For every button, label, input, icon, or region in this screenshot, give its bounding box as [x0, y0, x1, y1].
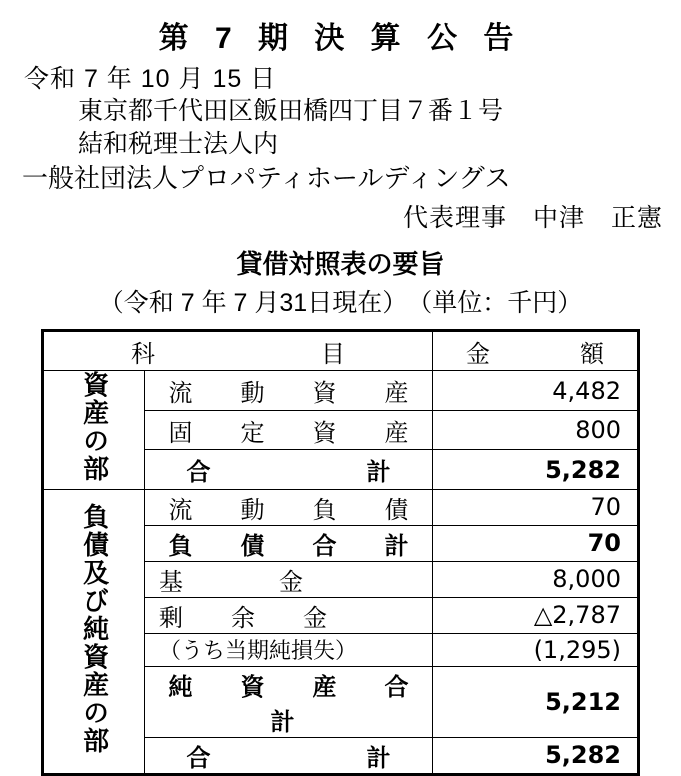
statement-subtitle: （令和 7 年 7 月31日現在） （単位：千円） [98, 289, 583, 318]
row-label: 流 動 負 債 [145, 489, 433, 525]
representative-name: 代表理事 中津 正憲 [402, 204, 663, 233]
header-amount: 金 額 [433, 331, 639, 371]
table-header-row [43, 331, 639, 371]
row-label: 負 債 合 計 [145, 525, 433, 561]
row-label: 合 計 [145, 450, 433, 489]
category-assets: 資産の部 [43, 371, 145, 489]
row-amount: 4,482 [433, 371, 639, 410]
address-line-1: 東京都千代田区飯田橋四丁目７番１号 [78, 96, 504, 125]
row-label: 流 動 資 産 [145, 371, 433, 410]
row-amount: 8,000 [433, 561, 639, 597]
public-notice-document [0, 22, 681, 772]
row-label: （うち当期純損失） [145, 633, 433, 666]
row-amount: (1,295) [433, 633, 639, 666]
notice-date: 令和 7 年 10 月 15 日 [24, 65, 277, 93]
page-title: 第 7 期 決 算 公 告 [158, 22, 523, 55]
address-line-2: 結和税理士法人内 [78, 130, 279, 158]
row-amount: 5,282 [433, 450, 639, 489]
header-item: 科 目 [43, 331, 433, 371]
row-label: 基 金 [145, 561, 433, 597]
row-label: 合 計 [145, 737, 433, 774]
row-amount: 70 [433, 525, 639, 561]
row-label: 純 資 産 合 計 [145, 666, 433, 737]
row-amount: △2,787 [433, 597, 639, 633]
row-amount: 70 [433, 489, 639, 525]
category-liabilities-equity: 負債及び純資産の部 [43, 489, 145, 774]
table-row [43, 489, 639, 525]
row-label: 固 定 資 産 [145, 410, 433, 449]
row-amount: 5,282 [433, 737, 639, 774]
table-row [43, 371, 639, 410]
row-label: 剰 余 金 [145, 597, 433, 633]
balance-sheet-table [41, 329, 640, 775]
row-amount: 800 [433, 410, 639, 449]
statement-title: 貸借対照表の要旨 [236, 249, 445, 280]
row-amount: 5,212 [433, 666, 639, 737]
organization-name: 一般社団法人プロパティホールディングス [22, 163, 511, 194]
